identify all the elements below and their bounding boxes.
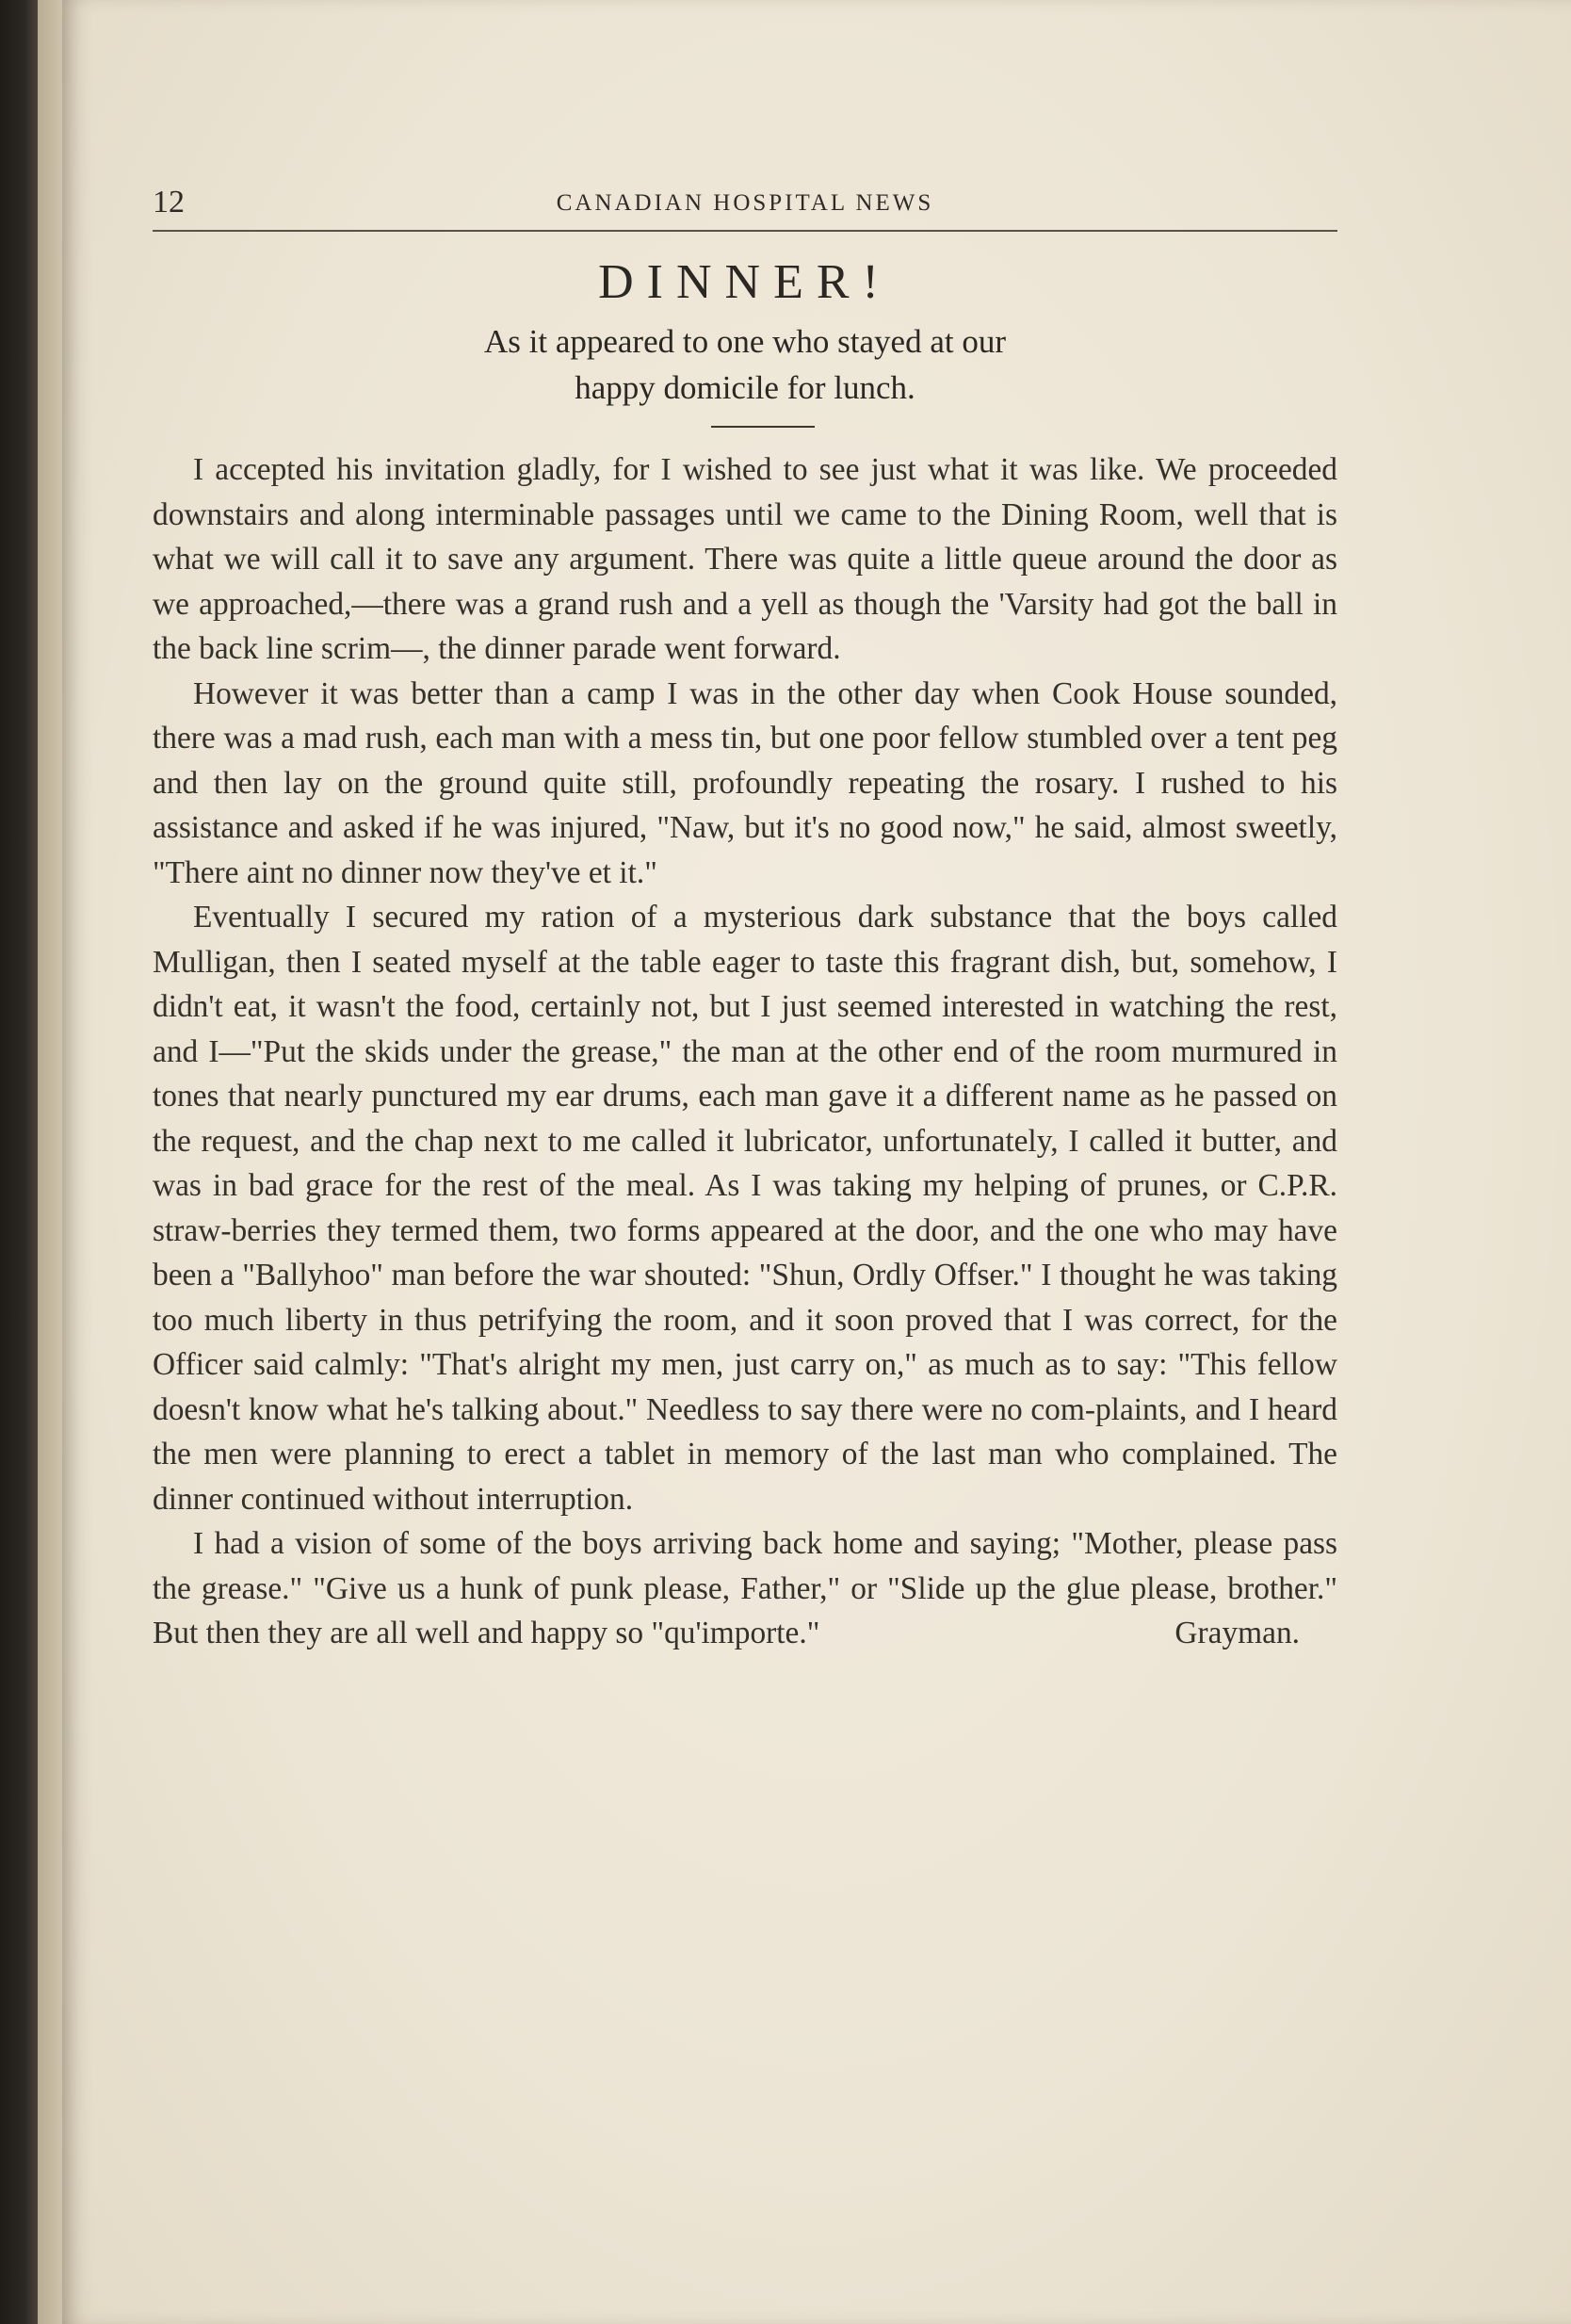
article-subtitle: [153, 318, 1337, 411]
author-signature: Grayman.: [1174, 1616, 1300, 1650]
article-title: DINNER!: [598, 255, 892, 309]
paragraph: However it was better than a camp I was in the other day when Cook House sounded, there was a mad rush, each man with a mess tin, but one poor fellow stumbled over a tent peg and then lay on the ground quite still, profoundly repeating the rosary. I rushed to his assistance and asked if he was injured, "Naw, but it's no good now," he said, almost sweetly, "There aint no dinner now they've et it.": [153, 675, 1337, 890]
paragraph-final: [153, 1521, 1337, 1656]
paragraph: Eventually I secured my ration of a mysterious dark substance that the boys called Mulligan, then I seated myself at the table eager to taste this fragrant dish, but, somehow, I didn't eat, it wasn't the food, certainly not, but I just seemed interested in watching the rest, and I—"Put the skids under the grease," the man at the other end of the room murmured in tones that nearly punctured my ear drums, each man gave it a different name as he passed on the request, and the chap next to me called it lubricator, unfortunately, I called it butter, and was in bad grace for the rest of the meal. As I was taking my helping of prunes, or C.P.R. straw-berries they termed them, two forms appeared at the door, and the one who may have been a "Ballyhoo" man before the war shouted: "Shun, Ordly Offser." I thought he was taking too much liberty in thus petrifying the room, and it soon proved that I was correct, for the Officer said calmly: "That's alright my men, just carry on," as much as to say: "This fellow doesn't know what he's talking about." Needless to say there were no com-plaints, and I heard the men were planning to erect a tablet in memory of the last man who complained. The dinner continued without interruption.: [153, 900, 1337, 1517]
paragraph: I accepted his invitation gladly, for I wished to see just what it was like. We proceeded downstairs and along interminable passages until we came to the Dining Room, well that is what we will call it to save any argument. There was quite a little queue around the door as we approached,—there was a grand rush and a yell as though the 'Varsity had got the ball in the back line scrim—, the dinner parade went forward.: [153, 452, 1337, 666]
title-divider: [711, 426, 815, 428]
page-number: 12: [153, 185, 185, 219]
subtitle-line: As it appeared to one who stayed at our: [483, 323, 1006, 360]
subtitle-line: happy domicile for lunch.: [575, 369, 915, 406]
paragraph: I had a vision of some of the boys arriving back home and saying; "Mother, please pass the grease." "Give us a hunk of punk please, Father," or "Slide up the glue please, brother." But then they are all well and happy so "qu'importe.": [153, 1526, 1337, 1650]
page-header: [153, 185, 1337, 232]
article-body: [153, 447, 1337, 1656]
running-head: CANADIAN HOSPITAL NEWS: [556, 190, 934, 216]
